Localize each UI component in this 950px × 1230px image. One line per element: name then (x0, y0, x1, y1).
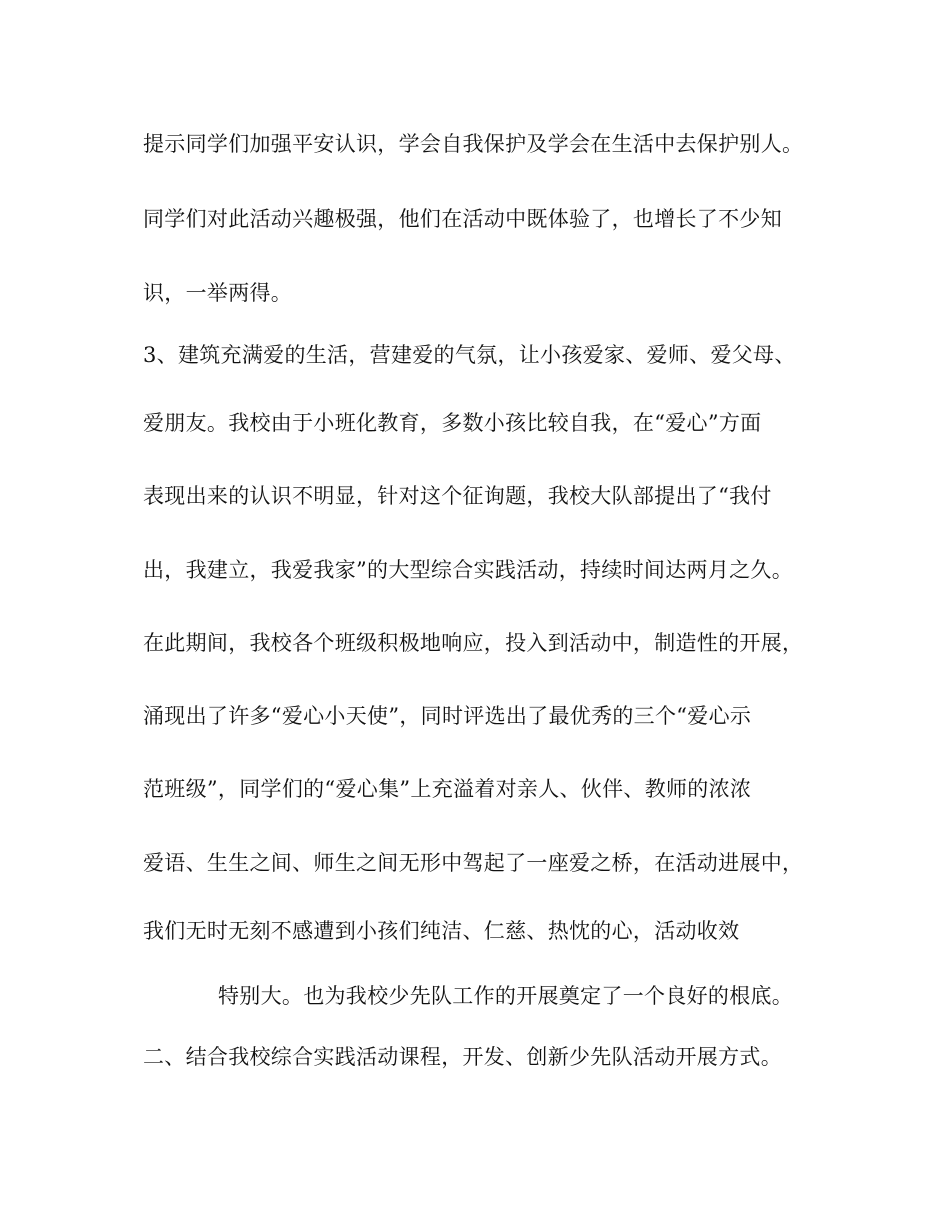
text-line-5: 爱朋友。我校由于小班化教育，多数小孩比较自我，在“爱心”方面 (143, 411, 762, 435)
text-line-13: 特别大。也为我校少先队工作的开展奠定了一个良好的根底。 (218, 984, 794, 1008)
text-line-1: 提示同学们加强平安认识，学会自我保护及学会在生活中去保护别人。 (143, 132, 804, 156)
text-line-8: 在此期间，我校各个班级积极地响应，投入到活动中，制造性的开展， (143, 631, 804, 655)
text-line-10: 范班级”，同学们的“爱心集”上充溢着对亲人、伙伴、教师的浓浓 (143, 777, 752, 801)
text-line-6: 表现出来的认识不明显，针对这个征询题，我校大队部提出了“我付 (143, 484, 772, 508)
section-heading: 二、结合我校综合实践活动课程，开发、创新少先队活动开展方式。 (143, 1045, 782, 1069)
text-line-9: 涌现出了许多“爱心小天使”，同时评选出了最优秀的三个“爱心示 (143, 704, 752, 728)
text-line-2: 同学们对此活动兴趣极强，他们在活动中既体验了，也增长了不少知 (143, 207, 782, 231)
text-line-12: 我们无时无刻不感遭到小孩们纯洁、仁慈、热忱的心，活动收效 (143, 919, 740, 943)
text-line-3: 识，一举两得。 (143, 281, 293, 305)
text-line-4: 3、建筑充满爱的生活，营建爱的气氛，让小孩爱家、爱师、爱父母、 (143, 343, 796, 367)
text-line-7: 出，我建立，我爱我家”的大型综合实践活动，持续时间达两月之久。 (143, 558, 794, 582)
text-line-11: 爱语、生生之间、师生之间无形中驾起了一座爱之桥，在活动进展中， (143, 851, 804, 875)
